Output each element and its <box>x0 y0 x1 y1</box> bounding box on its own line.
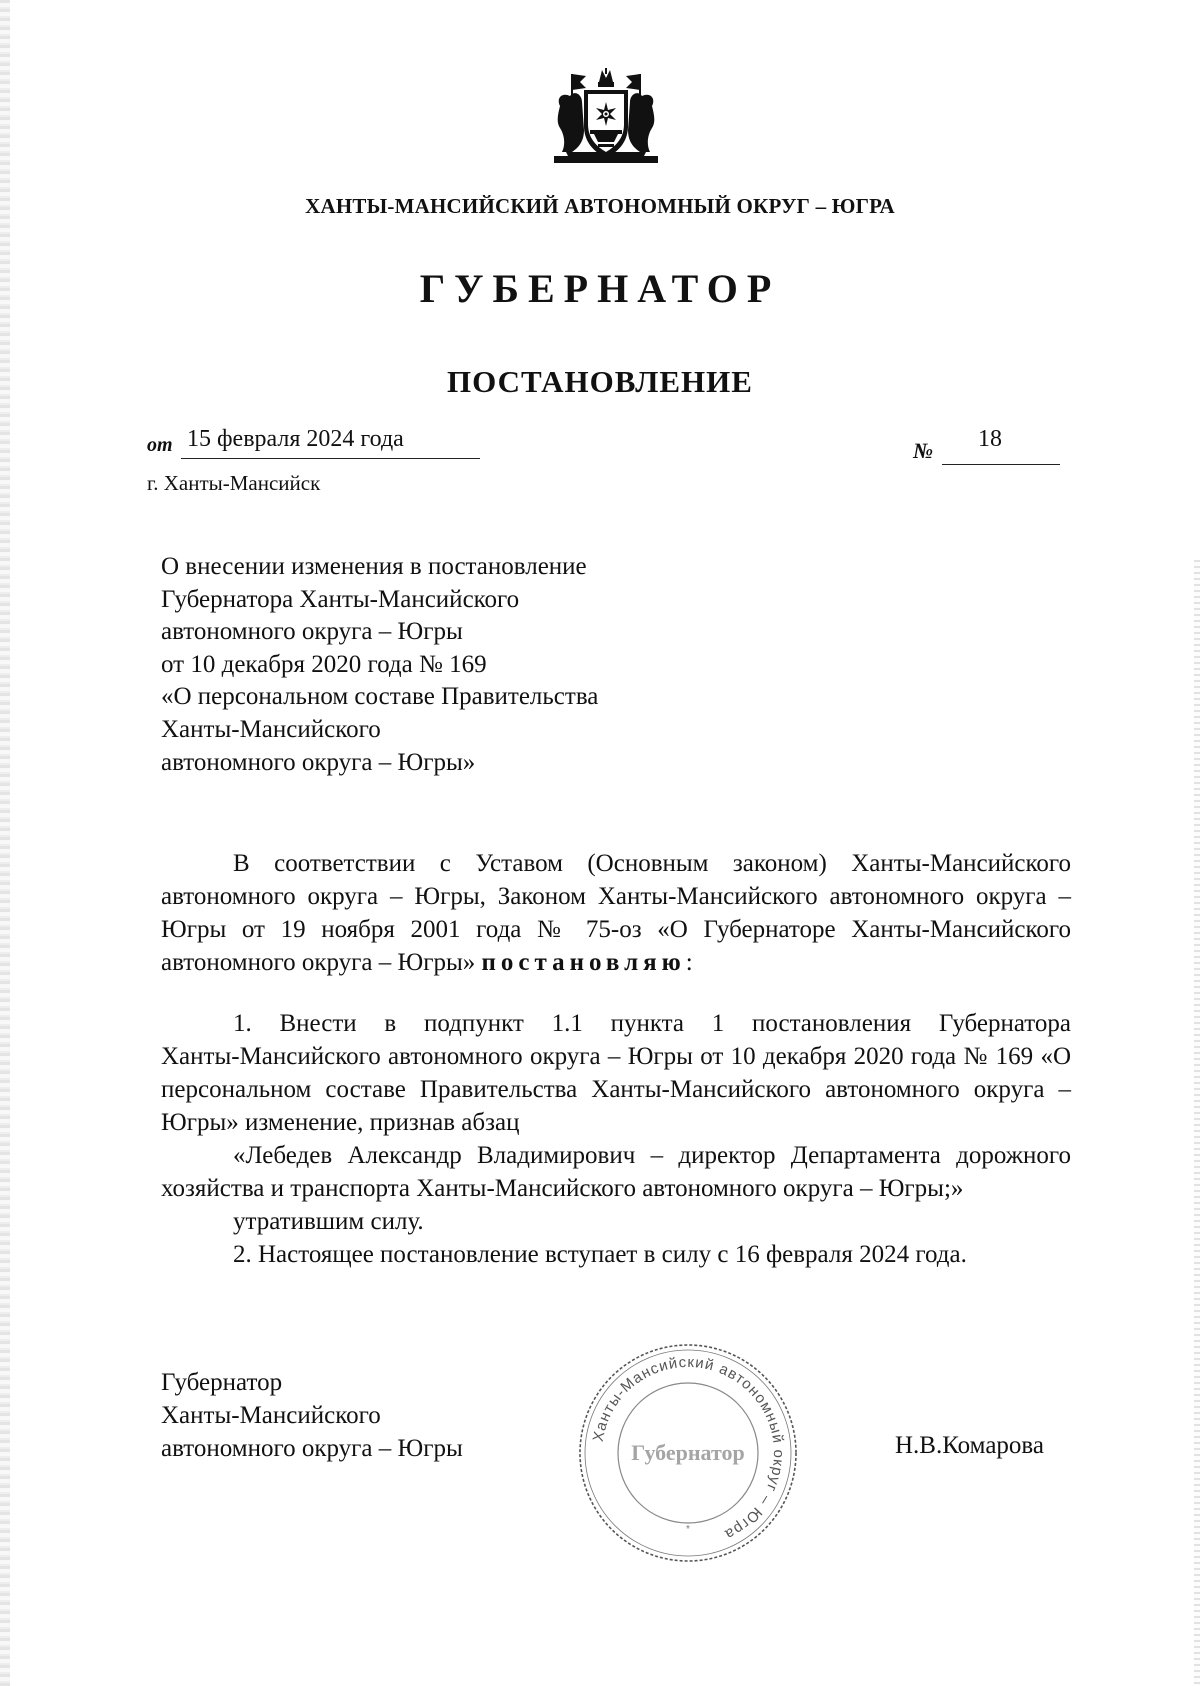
subject-line: автономного округа – Югры» <box>161 748 476 776</box>
city: г. Ханты-Мансийск <box>147 471 321 495</box>
signer-line: автономного округа – Югры <box>161 1435 463 1462</box>
document-subject <box>161 551 598 779</box>
void-clause: утратившим силу. <box>233 1208 424 1235</box>
resolve-colon: : <box>685 949 693 976</box>
scan-edge <box>1194 560 1200 1686</box>
document-date: 15 февраля 2024 года <box>187 426 404 452</box>
item-1-text: Ханты-Мансийского автономного округа – Югры от 10 декабря 2020 года № 169 «О персональном составе Правительства Ханты-Мансийского автономного округа – Югры» изменение, признав абзац <box>161 1043 1071 1136</box>
signer-line: Губернатор <box>161 1369 283 1396</box>
signer-name: Н.В.Комарова <box>895 1432 1044 1459</box>
scan-edge <box>0 0 10 1686</box>
number-field <box>942 424 1060 465</box>
subject-line: О внесении изменения в постановление <box>161 553 587 580</box>
date-field <box>181 424 480 459</box>
region-name: ХАНТЫ-МАНСИЙСКИЙ АВТОНОМНЫЙ ОКРУГ – ЮГРА <box>305 194 895 218</box>
quoted-paragraph <box>161 1139 1071 1205</box>
operative-part <box>161 1007 1071 1271</box>
svg-text:*: * <box>686 1524 690 1535</box>
subject-line: Губернатора Ханты-Мансийского <box>161 585 520 613</box>
date-prefix: от <box>147 434 173 456</box>
subject-line: «О персональном составе Правительства <box>161 683 599 711</box>
number-prefix: № <box>913 438 934 463</box>
authority-title: ГУБЕРНАТОР <box>419 266 781 311</box>
preamble-paragraph <box>161 847 1071 979</box>
preamble-text: В соответствии с Уставом (Основным законом) Ханты-Мансийского автономного округа – Югры, Законом Ханты-Мансийского автономного округа – Югры от 19 ноября 2001 года № 75-оз «О Губернаторе Ханты-Мансийского автономного округа – Югры» <box>161 850 1071 976</box>
svg-text:Ханты-Мансийский автономный ок: Ханты-Мансийский автономный округ – Югра <box>589 1353 788 1544</box>
subject-line: автономного округа – Югры <box>161 618 463 646</box>
signer-position <box>161 1366 463 1465</box>
quoted-text: «Лебедев Александр Владимирович – директор Департамента дорожного хозяйства и транспорта Ханты-Мансийского автономного округа – Югры;» <box>161 1142 1071 1202</box>
item-1-first-line: 1. Внести в подпункт 1.1 пункта 1 постановления Губернатора <box>233 1010 1071 1037</box>
coat-of-arms-icon <box>552 68 660 170</box>
document-number: 18 <box>978 426 1002 452</box>
resolve-word: постановляю <box>481 949 686 976</box>
subject-line: Ханты-Мансийского <box>161 715 381 743</box>
item-2-text: 2. Настоящее постановление вступает в силу с 16 февраля 2024 года. <box>233 1241 967 1268</box>
subject-line: от 10 декабря 2020 года № 169 <box>161 650 487 678</box>
signer-line: Ханты-Мансийского <box>161 1402 381 1429</box>
document-type: ПОСТАНОВЛЕНИЕ <box>447 364 753 399</box>
svg-text:Губернатор: Губернатор <box>631 1440 745 1465</box>
official-seal-icon <box>573 1338 803 1568</box>
